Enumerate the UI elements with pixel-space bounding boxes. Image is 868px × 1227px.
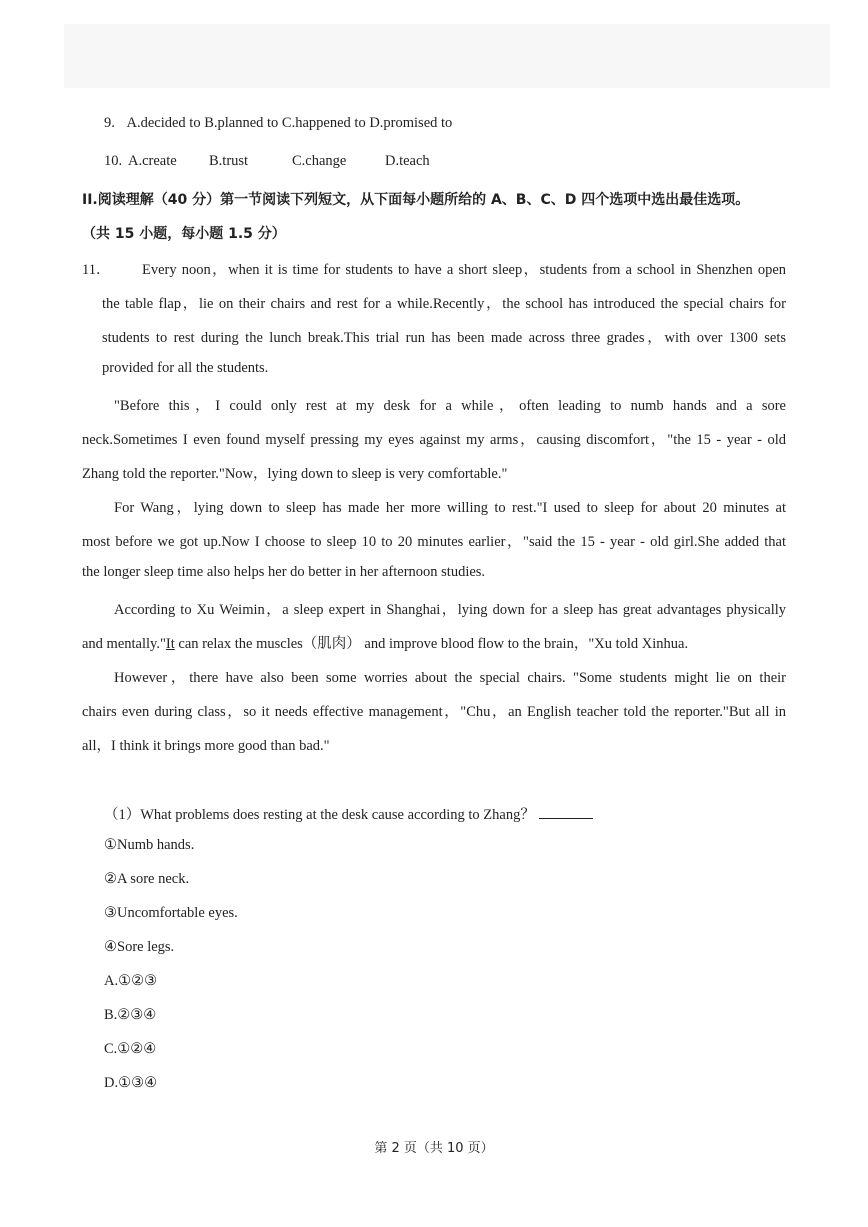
passage-line [82, 632, 688, 653]
statement-item: ②A sore neck. [104, 871, 190, 887]
section-heading: II.阅读理解（40 分）第一节阅读下列短文，从下面每小题所给的 A、B、C、D 四个选项中选出最佳选项。 [82, 192, 750, 208]
answer-blank [539, 806, 593, 819]
option-a: A.create [128, 153, 177, 169]
passage-line: According to Xu Weimin，a sleep expert in Shanghai，lying down for a sleep has great advantages physically [114, 602, 786, 618]
passage-line: neck.Sometimes I even found myself pressing my eyes against my arms，causing discomfort，"the 15 - year - old [82, 432, 786, 448]
statement-item: ③Uncomfortable eyes. [104, 905, 238, 921]
passage-line: For Wang，lying down to sleep has made her more willing to rest."I used to sleep for about 20 minutes at [114, 500, 786, 516]
passage-line: the longer sleep time also helps her do better in her afternoon studies. [82, 564, 486, 580]
choice-c: C.①②④ [104, 1041, 157, 1057]
question-stem: （1）What problems does resting at the desk cause according to Zhang？ [104, 807, 535, 823]
option-c: C.change [292, 153, 347, 169]
choice-b: B.②③④ [104, 1007, 157, 1023]
header-band [64, 24, 830, 88]
passage-line: students to rest during the lunch break.This trial run has been made across three grades，with over 1300 sets [102, 330, 786, 346]
option-b: B.trust [209, 153, 249, 169]
page-footer: 第 2 页（共 10 页） [374, 1141, 494, 1156]
choice-a: A.①②③ [104, 973, 158, 989]
passage-number: 11． [82, 262, 111, 278]
underlined-word: It [165, 636, 175, 652]
question-10 [104, 153, 430, 170]
passage-line: all，I think it brings more good than bad." [82, 738, 330, 754]
section-subheading: （共 15 小题，每小题 1.5 分） [82, 226, 286, 242]
choice-d: D.①③④ [104, 1075, 158, 1091]
option-d: D.teach [385, 153, 430, 169]
question-options: A.decided to B.planned to C.happened to D.promised to [126, 115, 453, 131]
question-9 [104, 115, 452, 132]
passage-line: However，there have also been some worries about the special chairs. "Some students might lie on their [114, 670, 786, 686]
statement-item: ④Sore legs. [104, 939, 175, 955]
text-segment: and mentally." [82, 636, 166, 652]
question-number: 10. [104, 153, 123, 169]
text-segment: can relax the muscles（肌肉） and improve blood flow to the brain，"Xu told Xinhua. [174, 636, 689, 652]
passage-line: chairs even during class，so it needs effective management，"Chu，an English teacher told the reporter."But all in [82, 704, 786, 720]
statement-item: ①Numb hands. [104, 837, 195, 853]
passage-line: most before we got up.Now I choose to sleep 10 to 20 minutes earlier，"said the 15 - year - old girl.She added that [82, 534, 786, 550]
passage-line: Zhang told the reporter."Now，lying down to sleep is very comfortable." [82, 466, 508, 482]
question-1 [104, 803, 593, 824]
passage-line: provided for all the students. [102, 360, 269, 376]
passage-line: the table flap，lie on their chairs and rest for a while.Recently，the school has introduced the special chairs for [102, 296, 786, 312]
passage-line: "Before this，I could only rest at my desk for a while，often leading to numb hands and a sore [114, 398, 786, 414]
passage-line: Every noon，when it is time for students to have a short sleep，students from a school in Shenzhen open [142, 262, 786, 278]
question-number: 9. [104, 115, 115, 131]
